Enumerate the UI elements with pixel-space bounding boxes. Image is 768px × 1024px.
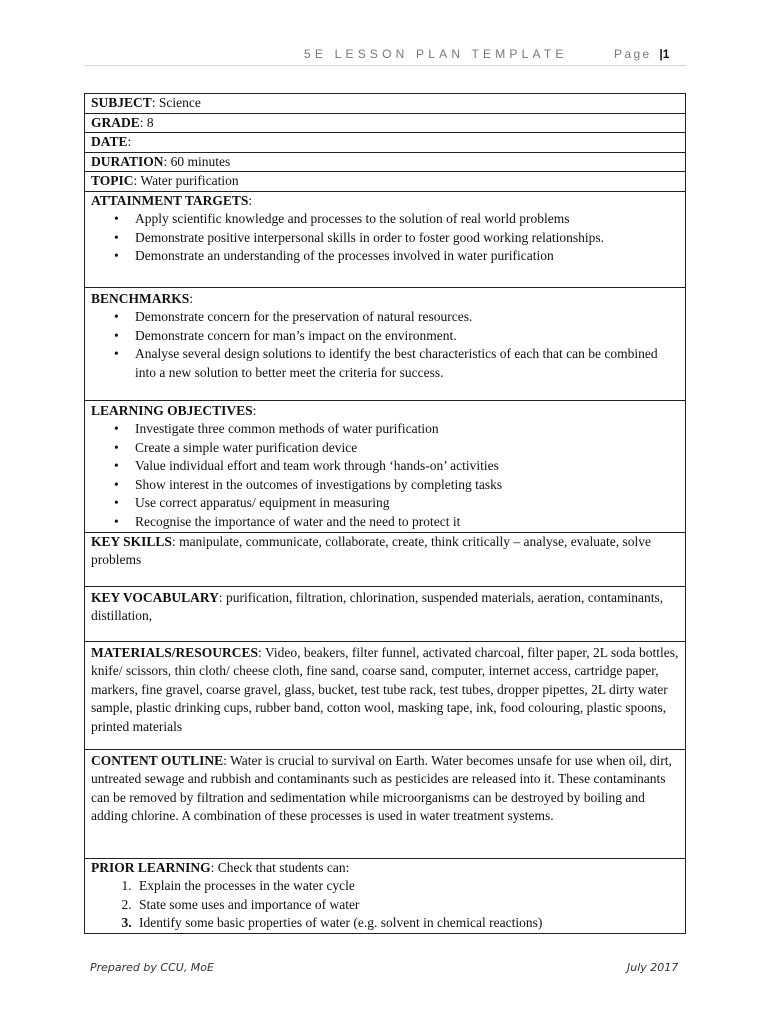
objectives-list: [91, 420, 679, 531]
topic-cell: TOPIC: Water purification: [85, 172, 686, 192]
duration-row: [85, 152, 686, 172]
grade-row: [85, 113, 686, 133]
list-item: • Analyse several design solutions to identify the best characteristics of each that can be combined into a new solution to better meet the criteria for success.: [135, 345, 679, 382]
subject-cell: SUBJECT: Science: [85, 94, 686, 114]
duration-value: 60 minutes: [170, 153, 231, 169]
list-item: • Demonstrate concern for the preservation of natural resources.: [135, 308, 679, 327]
list-item: • Demonstrate concern for man’s impact on the environment.: [135, 327, 679, 346]
materials-row: [85, 641, 686, 749]
objectives-row: [85, 400, 686, 532]
content-outline-row: [85, 749, 686, 858]
benchmarks-cell: BENCHMARKS: • Demonstrate concern for the preservation of natural resources. • Demonstrate concern for man’s impact on the environment. • Analyse several design solutions to identify the best characteristics of each that can be combined into a new solution to better meet the criteria for success.: [85, 287, 686, 400]
list-item: • Investigate three common methods of water purification: [135, 420, 679, 439]
topic-label: TOPIC: [91, 173, 134, 188]
objectives-cell: LEARNING OBJECTIVES: • Investigate three common methods of water purification • Create a simple water purification device • Value individual effort and team work through ‘hands-on’ activities • Show interest in the outcomes of investigations by completing tasks • Use correct apparatus/ equipment in measuring • Recognise the importance of water and the need to protect it: [85, 400, 686, 532]
materials-cell: MATERIALS/RESOURCES: Video, beakers, filter funnel, activated charcoal, filter paper, 2L soda bottles, knife/ scissors, thin cloth/ cheese cloth, fine sand, coarse sand, computer, internet access, cartridge paper, markers, fine gravel, coarse gravel, glass, bucket, test tube rack, test tubes, dropper pipettes, 2L dirty water sample, plastic drinking cups, rubber band, cotton wool, masking tape, ink, food colouring, plastic spoons, printed materials: [85, 641, 686, 749]
benchmarks-list: [91, 308, 679, 382]
attainment-cell: ATTAINMENT TARGETS: • Apply scientific knowledge and processes to the solution of real world problems • Demonstrate positive interpersonal skills in order to foster good working relationships. • Demonstrate an understanding of the processes involved in water purification: [85, 191, 686, 287]
footer-date: July 2017: [627, 961, 679, 974]
header-divider: [84, 65, 686, 66]
grade-cell: GRADE: 8: [85, 113, 686, 133]
list-item: • Show interest in the outcomes of investigations by completing tasks: [135, 476, 679, 495]
subject-row: [85, 94, 686, 114]
key-skills-label: KEY SKILLS: [91, 533, 172, 549]
content-outline-label: CONTENT OUTLINE: [91, 752, 224, 768]
document-title: 5E LESSON PLAN TEMPLATE: [304, 47, 568, 61]
lesson-plan-table: [84, 93, 686, 934]
footer-author: Prepared by CCU, MoE: [90, 961, 214, 974]
grade-label: GRADE: [91, 114, 140, 130]
key-vocabulary-cell: KEY VOCABULARY: purification, filtration, chlorination, suspended materials, aeration, contaminants, distillation,: [85, 586, 686, 641]
key-vocabulary-row: [85, 586, 686, 641]
materials-label: MATERIALS/RESOURCES: [91, 644, 259, 660]
date-label: DATE: [91, 134, 128, 149]
list-item: 1. Explain the processes in the water cycle: [135, 877, 679, 896]
duration-cell: DURATION: 60 minutes: [85, 152, 686, 172]
key-skills-row: [85, 532, 686, 586]
duration-label: DURATION: [91, 153, 164, 169]
list-item: • Use correct apparatus/ equipment in measuring: [135, 494, 679, 513]
date-cell: DATE:: [85, 133, 686, 153]
key-vocabulary-value: purification, filtration, chlorination, suspended materials, aeration, contaminants, distillation,: [91, 589, 664, 623]
attainment-row: [85, 191, 686, 287]
content-outline-cell: CONTENT OUTLINE: Water is crucial to survival on Earth. Water becomes unsafe for use when oil, dirt, untreated sewage and rubbish and contaminants such as pesticides are released into it. These contaminants can be removed by filtration and sedimentation while microorganisms can be destroyed by boiling and adding chlorine. A combination of these processes is used in water treatment systems.: [85, 749, 686, 858]
list-item: • Create a simple water purification device: [135, 439, 679, 458]
prior-learning-row: [85, 858, 686, 933]
attainment-list: [91, 210, 679, 266]
page-number: 1: [662, 47, 670, 61]
prior-learning-intro: Check that students can:: [217, 859, 350, 875]
list-item: • Demonstrate an understanding of the processes involved in water purification: [135, 247, 679, 266]
page-indicator: [614, 47, 669, 61]
list-item: 3. Identify some basic properties of water (e.g. solvent in chemical reactions): [135, 914, 679, 933]
benchmarks-label: BENCHMARKS: [91, 290, 190, 306]
prior-learning-list: [91, 877, 679, 933]
page-header: [0, 0, 768, 70]
subject-label: SUBJECT: [91, 95, 152, 110]
key-skills-cell: KEY SKILLS: manipulate, communicate, collaborate, create, think critically – analyse, evaluate, solve problems: [85, 532, 686, 586]
subject-value: Science: [158, 95, 201, 110]
benchmarks-row: [85, 287, 686, 400]
grade-value: 8: [146, 114, 154, 130]
page-separator: |: [659, 47, 663, 61]
topic-row: [85, 172, 686, 192]
objectives-label: LEARNING OBJECTIVES: [91, 402, 253, 418]
key-vocabulary-label: KEY VOCABULARY: [91, 589, 219, 605]
prior-learning-cell: PRIOR LEARNING: Check that students can: 1. Explain the processes in the water cycle 2. State some uses and importance of water 3. Identify some basic properties of water (e.g. solvent in chemical reactions): [85, 858, 686, 933]
list-item: 2. State some uses and importance of water: [135, 896, 679, 915]
list-item: • Demonstrate positive interpersonal skills in order to foster good working relationships.: [135, 229, 679, 248]
materials-value: Video, beakers, filter funnel, activated charcoal, filter paper, 2L soda bottles, knife/ scissors, thin cloth/ cheese cloth, fine sand, coarse sand, computer, internet access, cartridge paper, markers, fine gravel, coarse gravel, glass, bucket, test tube rack, test tubes, dropper pipettes, 2L dirty water sample, plastic drinking cups, rubber band, cotton wool, masking tape, ink, food colouring, plastic spoons, printed materials: [91, 644, 679, 734]
list-item: • Value individual effort and team work through ‘hands-on’ activities: [135, 457, 679, 476]
page-label: Page: [614, 47, 652, 61]
list-item: • Recognise the importance of water and the need to protect it: [135, 513, 679, 532]
list-item: • Apply scientific knowledge and processes to the solution of real world problems: [135, 210, 679, 229]
content-outline-value: Water is crucial to survival on Earth. Water becomes unsafe for use when oil, dirt, untreated sewage and rubbish and contaminants such as pesticides are released into it. These contaminants can be removed by filtration and sedimentation while microorganisms can be destroyed by boiling and adding chlorine. A combination of these processes is used in water treatment systems.: [91, 752, 672, 823]
date-row: [85, 133, 686, 153]
attainment-label: ATTAINMENT TARGETS: [91, 192, 249, 208]
prior-learning-label: PRIOR LEARNING: [91, 859, 211, 875]
topic-value: Water purification: [140, 173, 239, 188]
key-skills-value: manipulate, communicate, collaborate, create, think critically – analyse, evaluate, solve problems: [91, 533, 651, 567]
